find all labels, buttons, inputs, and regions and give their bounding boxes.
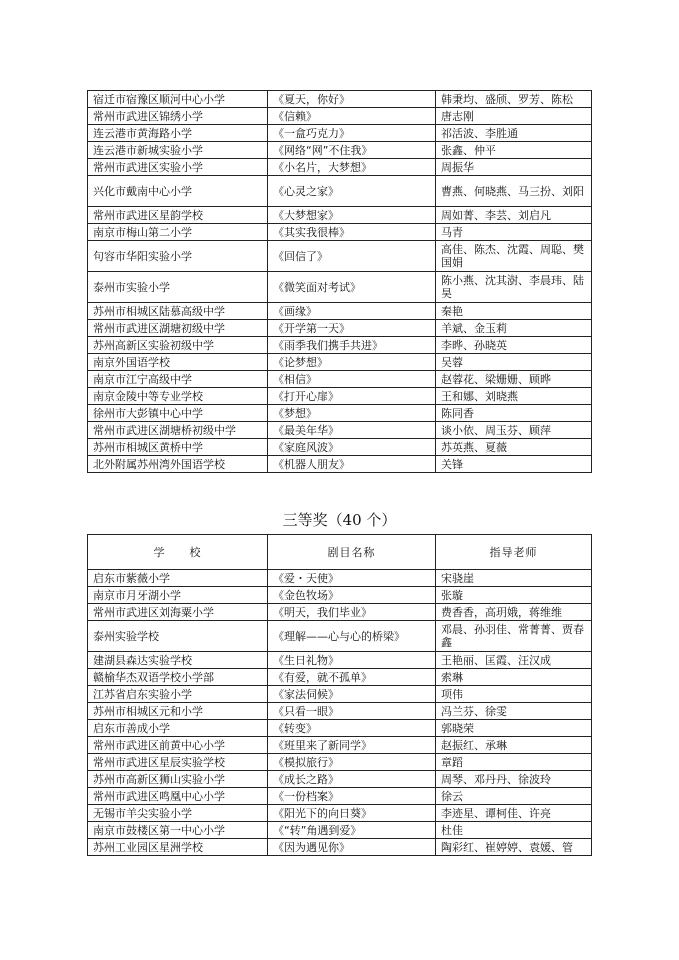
teacher-cell: 陈小燕、沈其澍、李晨玮、陆昊: [436, 272, 592, 303]
school-cell: 南京金陵中等专业学校: [88, 388, 268, 405]
table-row: [88, 587, 592, 604]
table-row: [88, 652, 592, 669]
table-row: [88, 320, 592, 337]
table-row: [88, 822, 592, 839]
table-row: [88, 224, 592, 241]
play-name-cell: 《论梦想》: [268, 354, 436, 371]
table-row: [88, 737, 592, 754]
table-row: [88, 241, 592, 272]
teacher-cell: 曹燕、何晓燕、马三扮、刘阳: [436, 176, 592, 207]
table-row: [88, 686, 592, 703]
play-name-cell: 《打开心扉》: [268, 388, 436, 405]
school-cell: 江苏省启东实验小学: [88, 686, 268, 703]
teacher-cell: 郭晓荣: [436, 720, 592, 737]
play-name-cell: 《小名片，大梦想》: [268, 159, 436, 176]
school-cell: 南京市月牙湖小学: [88, 587, 268, 604]
table-row: [88, 272, 592, 303]
table-row: [88, 456, 592, 473]
school-cell: 苏州市高新区狮山实验小学: [88, 771, 268, 788]
teacher-cell: 张璇: [436, 587, 592, 604]
school-cell: 常州市武进区星韵学校: [88, 207, 268, 224]
school-cell: 南京市鼓楼区第一中心小学: [88, 822, 268, 839]
play-name-cell: 《心灵之家》: [268, 176, 436, 207]
school-cell: 苏州工业园区星洲学校: [88, 839, 268, 856]
play-name-cell: 《信赖》: [268, 108, 436, 125]
play-name-cell: 《雨季我们携手共进》: [268, 337, 436, 354]
play-name-cell: 《模拟旅行》: [268, 754, 436, 771]
school-cell: 徐州市大彭镇中心中学: [88, 405, 268, 422]
school-cell: 常州市武进区湖塘桥初级中学: [88, 422, 268, 439]
table-row: [88, 604, 592, 621]
play-name-cell: 《开学第一天》: [268, 320, 436, 337]
teacher-cell: 周如菁、李芸、刘启凡: [436, 207, 592, 224]
teacher-cell: 李迹星、谭柯佳、许亮: [436, 805, 592, 822]
school-cell: 常州市武进区前黄中心小学: [88, 737, 268, 754]
school-cell: 泰州实验学校: [88, 621, 268, 652]
teacher-cell: 陈同香: [436, 405, 592, 422]
school-cell: 苏州市相城区陆慕高级中学: [88, 303, 268, 320]
school-cell: 常州市武进区湖塘初级中学: [88, 320, 268, 337]
play-name-cell: 《一盒巧克力》: [268, 125, 436, 142]
school-cell: 连云港市新城实验小学: [88, 142, 268, 159]
school-cell: 句容市华阳实验小学: [88, 241, 268, 272]
school-cell: 北外附属苏州湾外国语学校: [88, 456, 268, 473]
teacher-cell: 马青: [436, 224, 592, 241]
play-name-cell: 《回信了》: [268, 241, 436, 272]
play-name-cell: 《明天，我们毕业》: [268, 604, 436, 621]
school-cell: 兴化市戴南中心小学: [88, 176, 268, 207]
play-name-cell: 《阳光下的向日葵》: [268, 805, 436, 822]
table-row: [88, 805, 592, 822]
table-row: [88, 337, 592, 354]
teacher-cell: 赵蓉花、梁姗姗、顾晔: [436, 371, 592, 388]
table-row: [88, 839, 592, 856]
school-cell: 常州市武进区星辰实验学校: [88, 754, 268, 771]
table-row: [88, 142, 592, 159]
school-cell: 连云港市黄海路小学: [88, 125, 268, 142]
teacher-cell: 陶彩红、崔婷婷、袁媛、管: [436, 839, 592, 856]
table-row: [88, 388, 592, 405]
school-cell: 常州市武进区锦绣小学: [88, 108, 268, 125]
header-teacher: 指导老师: [436, 535, 592, 570]
teacher-cell: 关锋: [436, 456, 592, 473]
teacher-cell: 宋骁崖: [436, 570, 592, 587]
play-name-cell: 《金色牧场》: [268, 587, 436, 604]
table-row: [88, 754, 592, 771]
play-name-cell: 《微笑面对考试》: [268, 272, 436, 303]
play-name-cell: 《只看一眼》: [268, 703, 436, 720]
school-cell: 赣榆华杰双语学校小学部: [88, 669, 268, 686]
teacher-cell: 周琴、邓丹丹、徐波玲: [436, 771, 592, 788]
table-row: [88, 303, 592, 320]
play-name-cell: 《“转”角遇到爱》: [268, 822, 436, 839]
table-row: [88, 176, 592, 207]
play-name-cell: 《大梦想家》: [268, 207, 436, 224]
table-row: [88, 703, 592, 720]
award-table-third: [87, 534, 592, 856]
teacher-cell: 秦艳: [436, 303, 592, 320]
teacher-cell: 徐云: [436, 788, 592, 805]
teacher-cell: 苏英燕、夏薇: [436, 439, 592, 456]
teacher-cell: 索琳: [436, 669, 592, 686]
table-row: [88, 788, 592, 805]
play-name-cell: 《机器人朋友》: [268, 456, 436, 473]
play-name-cell: 《一份档案》: [268, 788, 436, 805]
school-cell: 泰州市实验小学: [88, 272, 268, 303]
school-cell: 无锡市羊尖实验小学: [88, 805, 268, 822]
play-name-cell: 《转变》: [268, 720, 436, 737]
teacher-cell: 吴蓉: [436, 354, 592, 371]
teacher-cell: 杜佳: [436, 822, 592, 839]
teacher-cell: 祁活波、李胜通: [436, 125, 592, 142]
school-cell: 南京外国语学校: [88, 354, 268, 371]
school-cell: 启东市紫薇小学: [88, 570, 268, 587]
play-name-cell: 《梦想》: [268, 405, 436, 422]
play-name-cell: 《最美年华》: [268, 422, 436, 439]
school-cell: 启东市善成小学: [88, 720, 268, 737]
table-row: [88, 771, 592, 788]
play-name-cell: 《成长之路》: [268, 771, 436, 788]
table-header-row: [88, 535, 592, 570]
table-row: [88, 720, 592, 737]
table-row: [88, 669, 592, 686]
teacher-cell: 羊斌、金玉莉: [436, 320, 592, 337]
teacher-cell: 谈小依、周玉芬、顾萍: [436, 422, 592, 439]
school-cell: 南京市梅山第二小学: [88, 224, 268, 241]
teacher-cell: 王和娜、刘晓燕: [436, 388, 592, 405]
school-cell: 南京市江宁高级中学: [88, 371, 268, 388]
play-name-cell: 《生日礼物》: [268, 652, 436, 669]
table-row: [88, 91, 592, 108]
table-row: [88, 207, 592, 224]
award-table-second: [87, 90, 592, 473]
table-row: [88, 125, 592, 142]
teacher-cell: 韩秉均、盛颀、罗芳、陈松: [436, 91, 592, 108]
section-title-third-prize: 三等奖（40 个）: [282, 511, 397, 529]
teacher-cell: 章蹈: [436, 754, 592, 771]
play-name-cell: 《家法伺候》: [268, 686, 436, 703]
header-school: 学 校: [88, 535, 268, 570]
play-name-cell: 《班里来了新同学》: [268, 737, 436, 754]
teacher-cell: 王艳丽、匡霞、汪汉成: [436, 652, 592, 669]
teacher-cell: 周振华: [436, 159, 592, 176]
play-name-cell: 《其实我很棒》: [268, 224, 436, 241]
teacher-cell: 项伟: [436, 686, 592, 703]
teacher-cell: 张鑫、仲平: [436, 142, 592, 159]
school-cell: 苏州高新区实验初级中学: [88, 337, 268, 354]
table-row: [88, 108, 592, 125]
teacher-cell: 费香香，高玥娥，蒋维维: [436, 604, 592, 621]
table-row: [88, 405, 592, 422]
teacher-cell: 李晔、孙晓英: [436, 337, 592, 354]
school-cell: 常州市武进区鸣凰中心小学: [88, 788, 268, 805]
table-row: [88, 159, 592, 176]
play-name-cell: 《夏天，你好》: [268, 91, 436, 108]
award-table-second-body: [88, 91, 592, 473]
teacher-cell: 唐志刚: [436, 108, 592, 125]
play-name-cell: 《理解——心与心的桥梁》: [268, 621, 436, 652]
teacher-cell: 赵振红、承琳: [436, 737, 592, 754]
play-name-cell: 《画缘》: [268, 303, 436, 320]
award-table-third-body: [88, 570, 592, 856]
school-cell: 常州市武进区刘海粟小学: [88, 604, 268, 621]
teacher-cell: 高佳、陈杰、沈霞、周聪、樊国娟: [436, 241, 592, 272]
school-cell: 宿迁市宿豫区顺河中心小学: [88, 91, 268, 108]
play-name-cell: 《因为遇见你》: [268, 839, 436, 856]
table-row: [88, 354, 592, 371]
school-cell: 苏州市相城区黄桥中学: [88, 439, 268, 456]
teacher-cell: 邓晨、孙羽佳、常菁菁、贾春鑫: [436, 621, 592, 652]
play-name-cell: 《有爱，就不孤单》: [268, 669, 436, 686]
school-cell: 常州市武进区实验小学: [88, 159, 268, 176]
play-name-cell: 《相信》: [268, 371, 436, 388]
table-row: [88, 439, 592, 456]
teacher-cell: 冯兰芬、徐雯: [436, 703, 592, 720]
school-cell: 建湖县森达实验学校: [88, 652, 268, 669]
school-cell: 苏州市相城区元和小学: [88, 703, 268, 720]
table-row: [88, 570, 592, 587]
play-name-cell: 《家庭风波》: [268, 439, 436, 456]
play-name-cell: 《爱・天使》: [268, 570, 436, 587]
table-row: [88, 371, 592, 388]
header-play-name: 剧目名称: [268, 535, 436, 570]
table-row: [88, 621, 592, 652]
play-name-cell: 《网络“网”不住我》: [268, 142, 436, 159]
table-row: [88, 422, 592, 439]
